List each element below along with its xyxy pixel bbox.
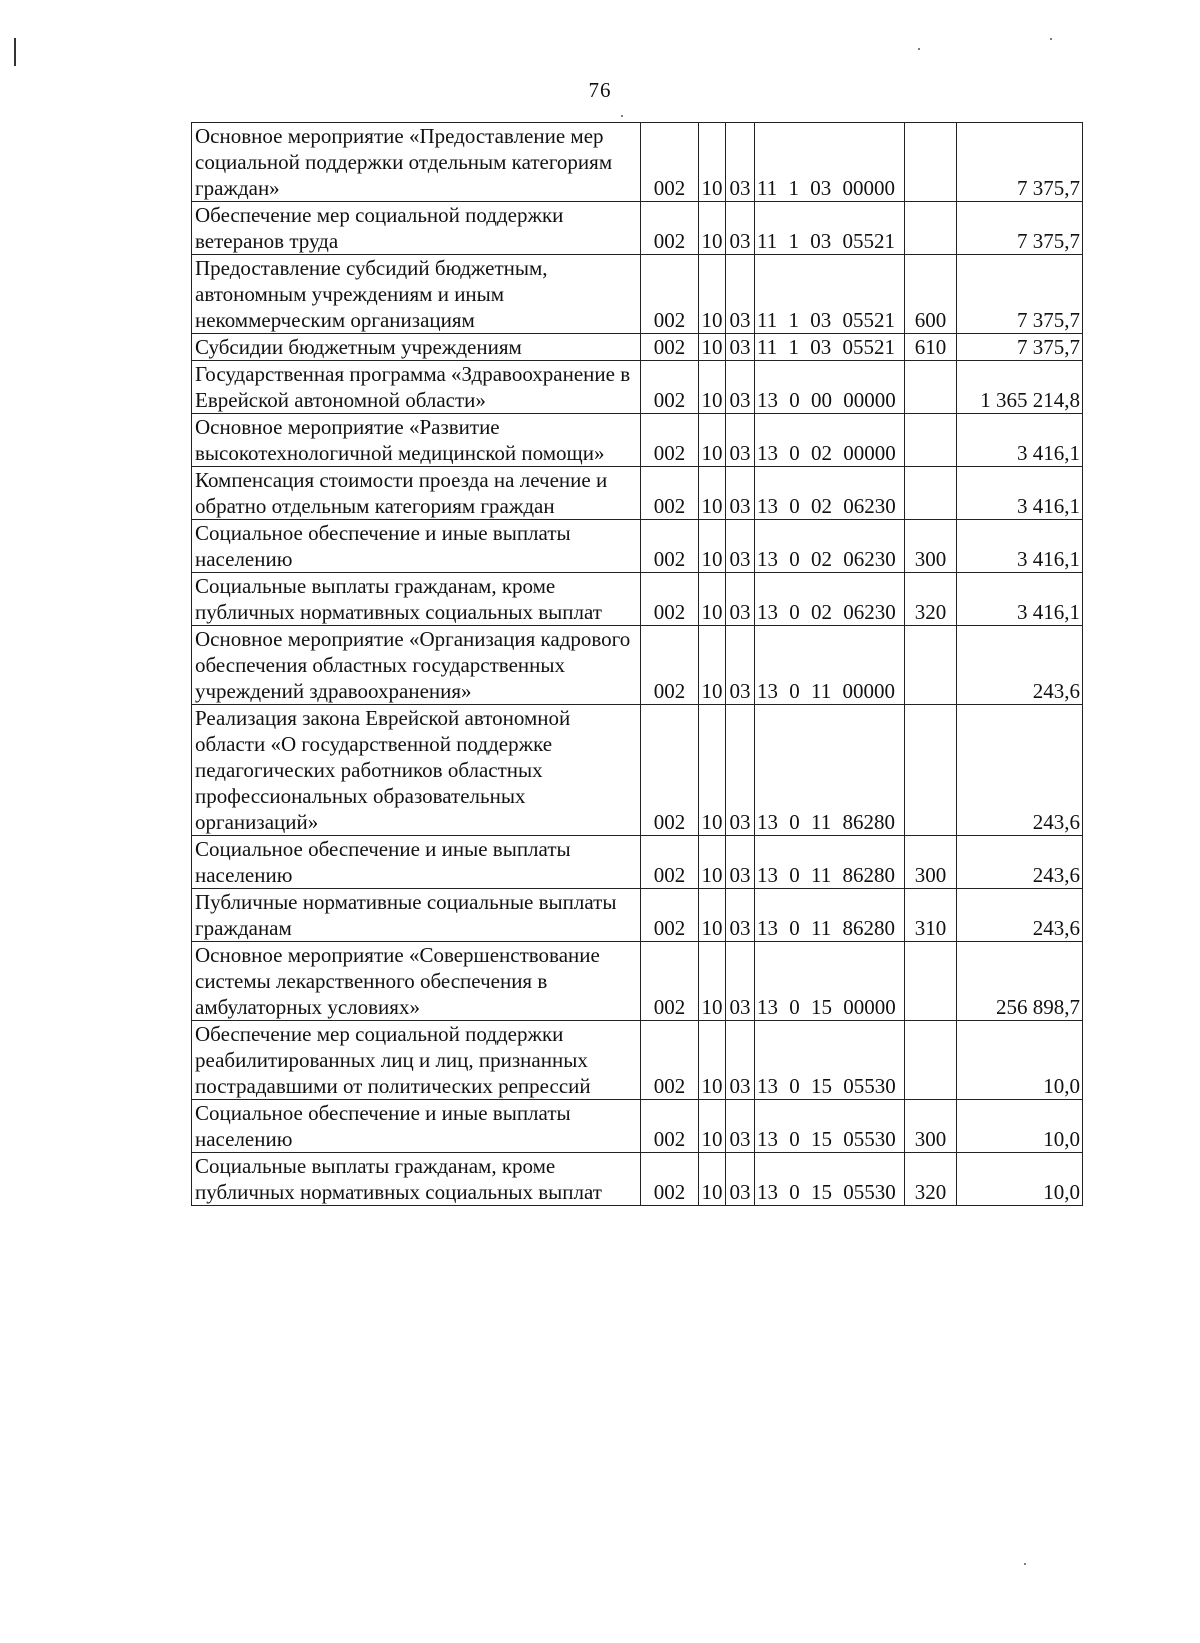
row-expense-type: 600 [905,255,957,334]
row-target-article: 13 0 02 00000 [755,414,905,467]
row-section: 10 [699,626,726,705]
row-code: 002 [641,520,699,573]
budget-table-body [192,123,1083,1206]
row-section: 10 [699,1100,726,1153]
row-target-article: 13 0 15 05530 [755,1153,905,1206]
row-code: 002 [641,942,699,1021]
table-row [192,1153,1083,1206]
row-target-article: 13 0 00 00000 [755,361,905,414]
table-row [192,520,1083,573]
row-section: 10 [699,1021,726,1100]
row-sum: 7 375,7 [957,334,1083,361]
row-sum: 1 365 214,8 [957,361,1083,414]
row-sum: 3 416,1 [957,520,1083,573]
row-sum: 243,6 [957,626,1083,705]
row-name: Социальные выплаты гражданам, кроме публичных нормативных социальных выплат [192,1153,641,1206]
table-row [192,255,1083,334]
row-code: 002 [641,202,699,255]
row-subsection: 03 [726,942,755,1021]
row-target-article: 13 0 11 86280 [755,889,905,942]
row-section: 10 [699,705,726,836]
table-row [192,202,1083,255]
table-row [192,334,1083,361]
table-row [192,361,1083,414]
row-subsection: 03 [726,334,755,361]
row-expense-type [905,202,957,255]
row-subsection: 03 [726,202,755,255]
row-name: Компенсация стоимости проезда на лечение и обратно отдельным категориям граждан [192,467,641,520]
row-name: Социальное обеспечение и иные выплаты населению [192,1100,641,1153]
row-name: Публичные нормативные социальные выплаты гражданам [192,889,641,942]
row-section: 10 [699,361,726,414]
page-number: 76 [588,78,612,102]
row-expense-type: 300 [905,520,957,573]
row-sum: 243,6 [957,836,1083,889]
row-expense-type: 310 [905,889,957,942]
row-code: 002 [641,705,699,836]
row-code: 002 [641,361,699,414]
row-section: 10 [699,255,726,334]
scan-speck [1024,1563,1026,1565]
row-section: 10 [699,889,726,942]
row-expense-type [905,942,957,1021]
table-row [192,573,1083,626]
row-expense-type: 320 [905,573,957,626]
row-target-article: 11 1 03 05521 [755,255,905,334]
row-subsection: 03 [726,361,755,414]
row-code: 002 [641,626,699,705]
row-expense-type: 610 [905,334,957,361]
row-code: 002 [641,1100,699,1153]
row-target-article: 13 0 15 05530 [755,1100,905,1153]
row-subsection: 03 [726,626,755,705]
row-sum: 7 375,7 [957,123,1083,202]
row-code: 002 [641,1021,699,1100]
row-subsection: 03 [726,467,755,520]
row-name: Социальное обеспечение и иные выплаты населению [192,520,641,573]
row-subsection: 03 [726,123,755,202]
row-subsection: 03 [726,573,755,626]
row-subsection: 03 [726,1100,755,1153]
row-code: 002 [641,889,699,942]
row-expense-type [905,361,957,414]
row-expense-type [905,414,957,467]
table-row [192,467,1083,520]
row-section: 10 [699,202,726,255]
row-sum: 256 898,7 [957,942,1083,1021]
row-code: 002 [641,1153,699,1206]
table-row [192,889,1083,942]
row-target-article: 13 0 02 06230 [755,520,905,573]
budget-table [191,122,1083,1206]
table-row [192,705,1083,836]
row-target-article: 13 0 02 06230 [755,467,905,520]
row-section: 10 [699,942,726,1021]
row-target-article: 13 0 11 86280 [755,705,905,836]
table-row [192,942,1083,1021]
row-target-article: 13 0 11 86280 [755,836,905,889]
row-name: Субсидии бюджетным учреждениям [192,334,641,361]
row-sum: 10,0 [957,1100,1083,1153]
row-name: Государственная программа «Здравоохранение в Еврейской автономной области» [192,361,641,414]
row-section: 10 [699,1153,726,1206]
row-name: Основное мероприятие «Совершенствование системы лекарственного обеспечения в амбулаторных условиях» [192,942,641,1021]
scan-speck [1050,38,1052,40]
row-section: 10 [699,467,726,520]
row-name: Основное мероприятие «Организация кадрового обеспечения областных государственных учреждений здравоохранения» [192,626,641,705]
row-name: Социальное обеспечение и иные выплаты населению [192,836,641,889]
row-name: Обеспечение мер социальной поддержки ветеранов труда [192,202,641,255]
row-subsection: 03 [726,889,755,942]
row-section: 10 [699,334,726,361]
row-target-article: 11 1 03 05521 [755,334,905,361]
row-sum: 7 375,7 [957,255,1083,334]
row-subsection: 03 [726,836,755,889]
row-target-article: 13 0 02 06230 [755,573,905,626]
row-code: 002 [641,123,699,202]
row-subsection: 03 [726,1153,755,1206]
row-expense-type [905,1021,957,1100]
row-expense-type [905,123,957,202]
row-section: 10 [699,573,726,626]
row-sum: 3 416,1 [957,573,1083,626]
row-sum: 10,0 [957,1021,1083,1100]
row-name: Основное мероприятие «Развитие высокотехнологичной медицинской помощи» [192,414,641,467]
row-subsection: 03 [726,255,755,334]
row-expense-type [905,705,957,836]
row-subsection: 03 [726,414,755,467]
row-target-article: 13 0 11 00000 [755,626,905,705]
row-name: Обеспечение мер социальной поддержки реабилитированных лиц и лиц, признанных пострадавшими от политических репрессий [192,1021,641,1100]
row-name: Реализация закона Еврейской автономной области «О государственной поддержке педагогических работников областных профессиональных образовательных организаций» [192,705,641,836]
row-code: 002 [641,836,699,889]
row-sum: 243,6 [957,889,1083,942]
row-expense-type [905,467,957,520]
row-target-article: 13 0 15 00000 [755,942,905,1021]
scan-speck [621,115,623,117]
row-name: Основное мероприятие «Предоставление мер социальной поддержки отдельным категориям граждан» [192,123,641,202]
row-code: 002 [641,467,699,520]
row-section: 10 [699,414,726,467]
table-row [192,123,1083,202]
row-section: 10 [699,520,726,573]
scan-speck [918,48,920,50]
row-sum: 3 416,1 [957,414,1083,467]
row-code: 002 [641,414,699,467]
row-code: 002 [641,573,699,626]
row-section: 10 [699,123,726,202]
table-row [192,414,1083,467]
row-expense-type: 320 [905,1153,957,1206]
row-code: 002 [641,334,699,361]
row-expense-type: 300 [905,1100,957,1153]
table-row [192,836,1083,889]
row-target-article: 13 0 15 05530 [755,1021,905,1100]
row-sum: 3 416,1 [957,467,1083,520]
margin-mark [14,38,16,66]
table-row [192,1100,1083,1153]
row-sum: 243,6 [957,705,1083,836]
row-expense-type: 300 [905,836,957,889]
row-expense-type [905,626,957,705]
row-sum: 7 375,7 [957,202,1083,255]
row-subsection: 03 [726,705,755,836]
row-subsection: 03 [726,1021,755,1100]
table-row [192,1021,1083,1100]
row-name: Социальные выплаты гражданам, кроме публичных нормативных социальных выплат [192,573,641,626]
row-target-article: 11 1 03 05521 [755,202,905,255]
row-sum: 10,0 [957,1153,1083,1206]
row-subsection: 03 [726,520,755,573]
row-target-article: 11 1 03 00000 [755,123,905,202]
row-name: Предоставление субсидий бюджетным, автономным учреждениям и иным некоммерческим организациям [192,255,641,334]
row-section: 10 [699,836,726,889]
table-row [192,626,1083,705]
row-code: 002 [641,255,699,334]
